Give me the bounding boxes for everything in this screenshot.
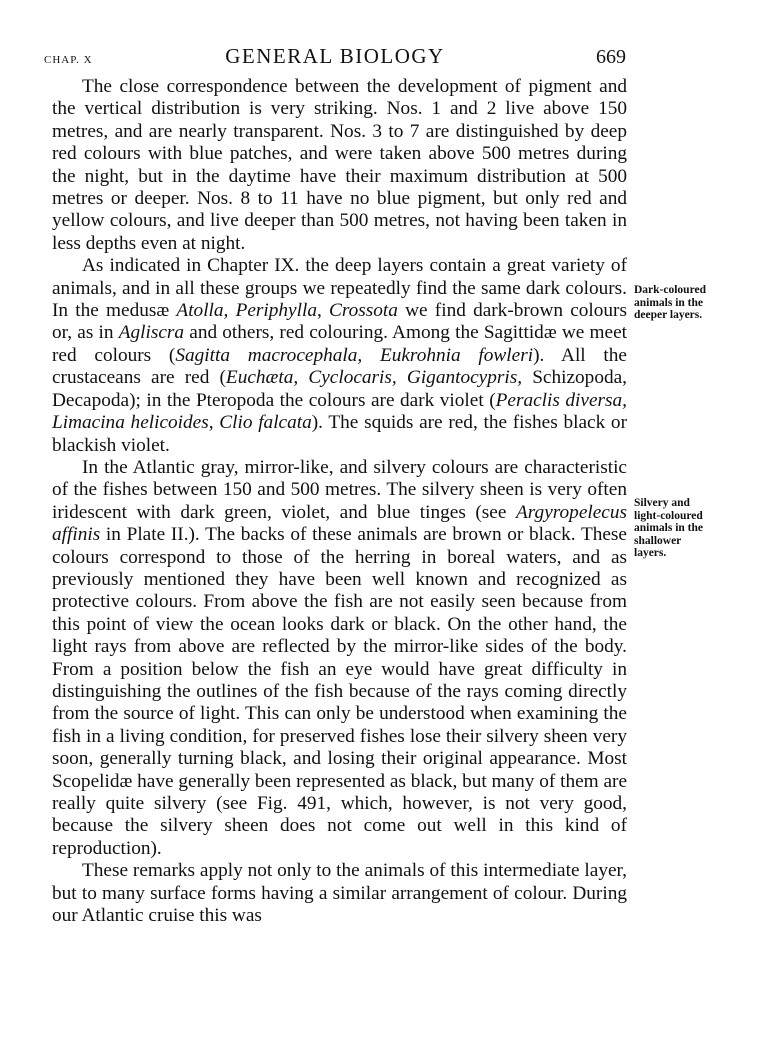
italic-term: Atolla, Periphylla, Crossota xyxy=(176,300,398,322)
text-segment: ). All the crustaceans are red ( xyxy=(52,344,627,389)
paragraph xyxy=(52,457,627,860)
italic-term: Argyropelecus affinis xyxy=(52,501,627,546)
text-segment: and others, red colouring. Among the Sagittidæ we meet red colours ( xyxy=(52,322,627,366)
running-header xyxy=(44,44,626,74)
paragraph xyxy=(52,76,627,255)
italic-term: Agliscra xyxy=(118,322,185,344)
side-note-line: light-coloured xyxy=(634,509,703,522)
text-segment: in Plate II.). The backs of these animals are brown or black. These colours correspond to those of the herring in boreal waters, and as previously mentioned they have been well known and recognized as protective colours. From above the fish are not easily seen because from this point of view the ocean looks dark or black. On the other hand, the light rays from above are reflected by the mirror-like sides of the body. From a position below the fish an eye would have great difficulty in distinguishing the outlines of the fish because of the rays coming directly from the source of light. This can only be understood when examining the fish in a living condition, for preserved fishes lose their silvery sheen very soon, generally turning black, and losing their original appearance. Most Scopelidæ have generally been represented as black, but many of them are really quite silvery (see Fig. 491, which, however, is not very good, because the silvery sheen does not come out well in this kind of reproduction). xyxy=(52,524,628,859)
side-note-silvery xyxy=(634,497,726,560)
text-segment: we find dark-brown colours or, as in xyxy=(52,300,627,344)
text-segment: As indicated in Chapter IX. the deep layers contain a great variety of animals, and in all these groups we repeatedly find the same dark colours. In the medusæ xyxy=(52,255,627,322)
italic-term: Euchæta, Cyclocaris, Gigantocypris, xyxy=(225,367,523,389)
text-segment: Schizopoda, Decapoda); in the Pteropoda the colours are dark violet ( xyxy=(52,367,627,411)
text-segment: In the Atlantic gray, mirror-like, and silvery colours are characteristic of the fishes between 150 and 500 metres. The silvery sheen is very often iridescent with dark green, violet, and blue tinges (see xyxy=(52,456,627,523)
body-text xyxy=(52,76,627,927)
text-segment: These remarks apply not only to the animals of this intermediate layer, but to many surface forms having a similar arrangement of colour. During our Atlantic cruise this was xyxy=(52,860,627,927)
side-note-line: layers. xyxy=(634,547,667,559)
running-title: GENERAL BIOLOGY xyxy=(225,44,445,68)
paragraph xyxy=(52,860,627,927)
text-segment: The close correspondence between the development of pigment and the vertical distribution is very striking. Nos. 1 and 2 live above 150 metres, and are nearly transparent. Nos. 3 to 7 are distinguished by deep red colours with blue patches, and were taken above 500 metres during the night, but in the daytime have their maximum distribution at 500 metres or deeper. Nos. 8 to 11 have no blue pigment, but only red and yellow colours, and live deeper than 500 metres, not having been taken in less depths even at night. xyxy=(52,76,627,254)
text-segment: ). The squids are red, the fishes black or blackish violet. xyxy=(52,412,627,456)
side-note-line: Silvery and xyxy=(634,497,690,509)
paragraph xyxy=(52,255,627,457)
side-note-line: Dark-coloured xyxy=(634,284,706,296)
side-note-line: animals in the xyxy=(634,522,704,534)
chapter-label: CHAP. X xyxy=(44,54,93,66)
side-note-line: animals in the xyxy=(634,296,704,309)
side-note-line: shallower xyxy=(634,534,682,547)
side-note-line: deeper layers. xyxy=(634,309,703,321)
side-note-dark-coloured xyxy=(634,284,726,322)
italic-term: Peraclis diversa, Limacina helicoides, Clio falcata xyxy=(52,389,627,434)
italic-term: Sagitta macrocephala, Eukrohnia fowleri xyxy=(175,344,534,366)
page-number: 669 xyxy=(596,46,626,68)
